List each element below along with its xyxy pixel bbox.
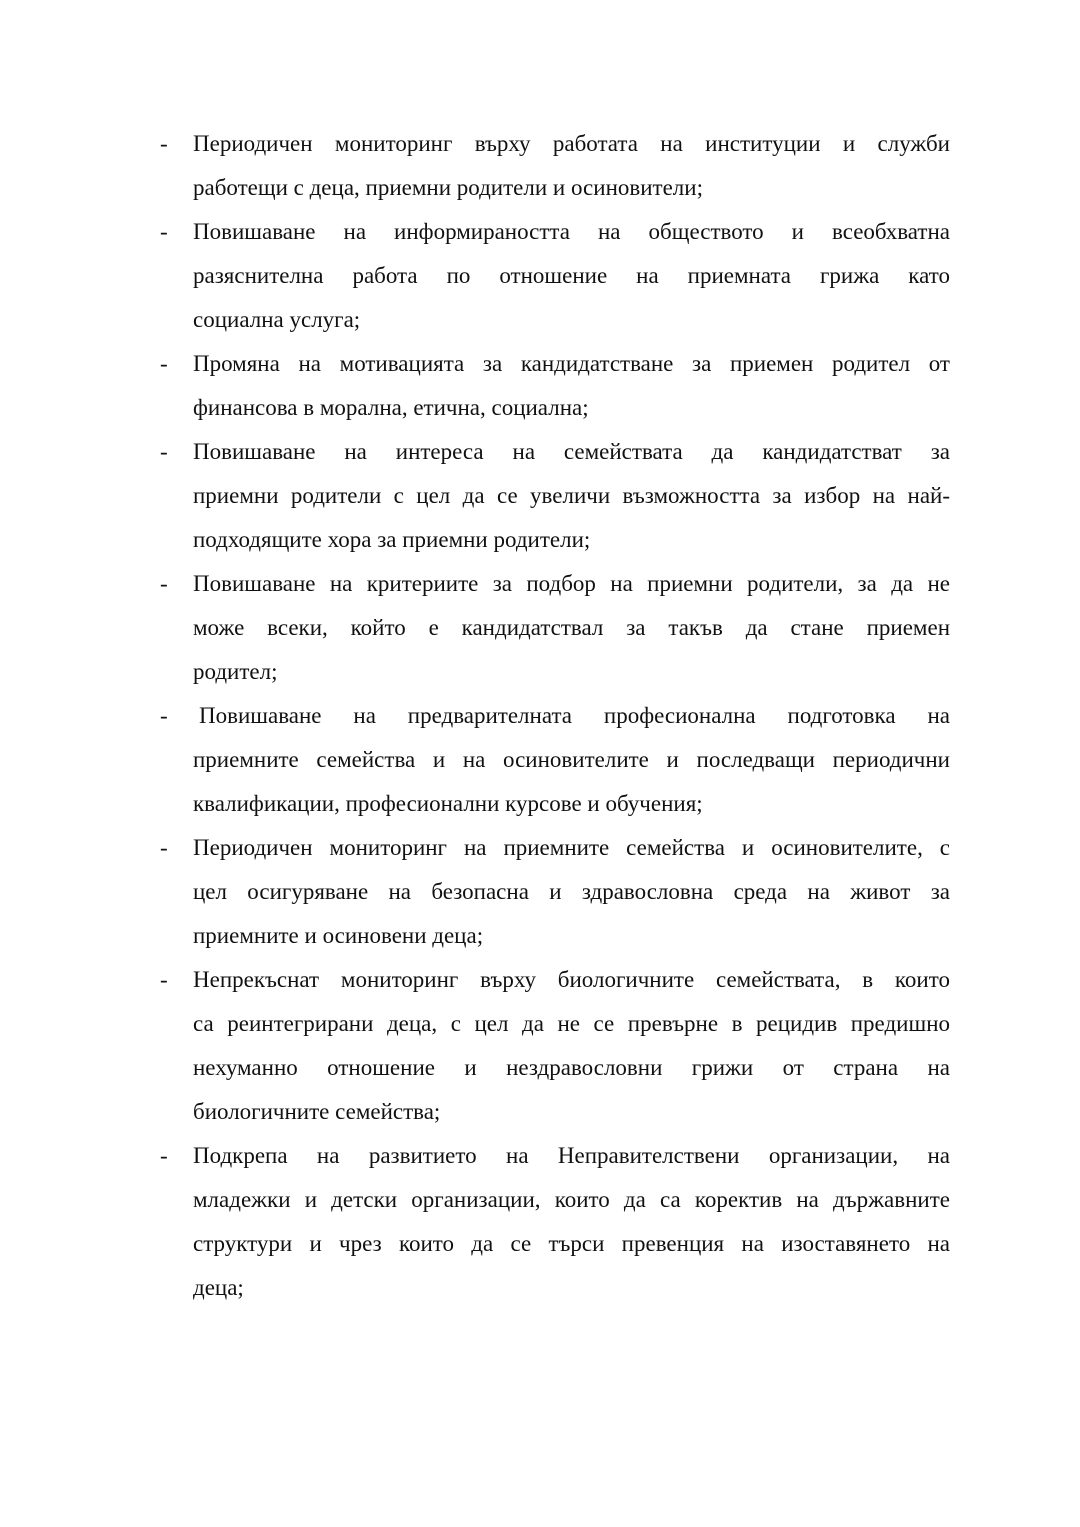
text-line: финансова в морална, етична, социална; <box>193 395 589 420</box>
list-item <box>160 562 960 694</box>
measures-list <box>160 122 960 1310</box>
text-line: приемни родители с цел да се увеличи възможността за избор на най- <box>193 483 950 508</box>
list-item <box>160 430 960 562</box>
bullet-dash: - <box>160 439 168 464</box>
list-item-text <box>193 342 950 430</box>
text-line: приемните семейства и на осиновителите и последващи периодични <box>193 747 950 772</box>
text-line: Повишаване на информираността на обществото и всеобхватна <box>193 219 950 244</box>
text-line: разяснителна работа по отношение на приемната грижа като <box>193 263 950 288</box>
list-item <box>160 1134 960 1310</box>
bullet-dash: - <box>160 571 168 596</box>
list-item-text <box>193 1134 950 1310</box>
list-item-text <box>193 122 950 210</box>
text-line: нехуманно отношение и нездравословни грижи от страна на <box>193 1055 950 1080</box>
text-line: подходящите хора за приемни родители; <box>193 527 591 552</box>
text-line: цел осигуряване на безопасна и здравословна среда на живот за <box>193 879 950 904</box>
text-line: родител; <box>193 659 278 684</box>
list-item <box>160 694 960 826</box>
list-item <box>160 342 960 430</box>
text-line: Периодичен мониторинг на приемните семейства и осиновителите, с <box>193 835 950 860</box>
text-line: са реинтегрирани деца, с цел да не се превърне в рецидив предишно <box>193 1011 950 1036</box>
bullet-dash: - <box>160 1143 168 1168</box>
list-item <box>160 958 960 1134</box>
text-line: социална услуга; <box>193 307 361 332</box>
text-line: Непрекъснат мониторинг върху биологичните семействата, в които <box>193 967 950 992</box>
text-line: може всеки, който е кандидатствал за такъв да стане приемен <box>193 615 950 640</box>
text-line: младежки и детски организации, които да са коректив на държавните <box>193 1187 950 1212</box>
list-item-text <box>193 210 950 342</box>
list-item <box>160 210 960 342</box>
list-item-text <box>193 826 950 958</box>
text-line: квалификации, професионални курсове и обучения; <box>193 791 703 816</box>
list-item <box>160 826 960 958</box>
text-line: Повишаване на критериите за подбор на приемни родители, за да не <box>193 571 950 596</box>
text-line: структури и чрез които да се търси превенция на изоставянето на <box>193 1231 950 1256</box>
list-item <box>160 122 960 210</box>
text-line: биологичните семейства; <box>193 1099 441 1124</box>
text-line: Повишаване на интереса на семействата да кандидатстват за <box>193 439 950 464</box>
list-item-text <box>193 430 950 562</box>
text-line: Промяна на мотивацията за кандидатстване за приемен родител от <box>193 351 950 376</box>
text-line: Периодичен мониторинг върху работата на институции и служби <box>193 131 950 156</box>
bullet-dash: - <box>160 351 168 376</box>
text-line: приемните и осиновени деца; <box>193 923 484 948</box>
bullet-dash: - <box>160 131 168 156</box>
bullet-dash: - <box>160 967 168 992</box>
list-item-text <box>193 958 950 1134</box>
bullet-dash: - <box>160 835 168 860</box>
text-line: Подкрепа на развитието на Неправителствени организации, на <box>193 1143 950 1168</box>
list-item-text <box>193 562 950 694</box>
list-item-text <box>193 694 950 826</box>
text-line: Повишаване на предварителната професионална подготовка на <box>199 703 950 728</box>
bullet-dash: - <box>160 703 168 728</box>
bullet-dash: - <box>160 219 168 244</box>
text-line: работещи с деца, приемни родители и осиновители; <box>193 175 703 200</box>
text-line: деца; <box>193 1275 244 1300</box>
